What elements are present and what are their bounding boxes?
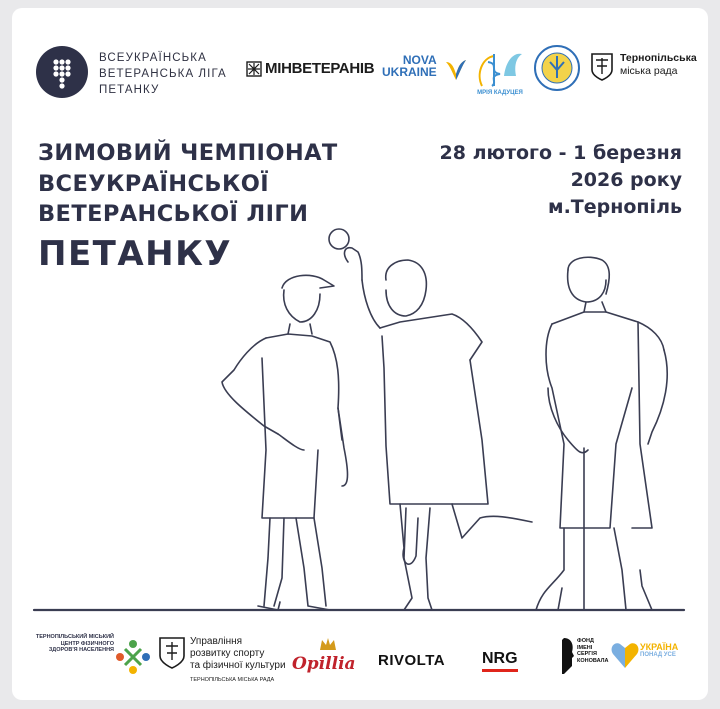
petanque-balls-icon bbox=[36, 46, 88, 98]
nrg-logo bbox=[482, 650, 518, 672]
veterans-seal-icon bbox=[533, 44, 581, 92]
sport-line-small: ТЕРНОПІЛЬСЬКА МІСЬКА РАДА bbox=[190, 677, 275, 683]
health-centre-logo-text: ТЕРНОПІЛЬСЬКИЙ МІСЬКИЙ ЦЕНТР ФІЗИЧНОГО ЗДОРОВ'Я НАСЕЛЕННЯ bbox=[35, 634, 114, 653]
city-coat-of-arms-icon bbox=[590, 52, 614, 82]
health-centre-icon bbox=[114, 638, 152, 676]
ukraine-line: УКРАЇНА bbox=[640, 642, 679, 652]
poster bbox=[12, 8, 708, 700]
city-council-line: міська рада bbox=[620, 65, 678, 77]
petanque-ball bbox=[329, 229, 349, 249]
ukraine-line-small: ПОНАД УСЕ bbox=[640, 652, 676, 658]
league-name-line: ПЕТАНКУ bbox=[99, 84, 160, 96]
player-throwing-figure bbox=[345, 248, 532, 610]
sponsors-row bbox=[12, 620, 708, 690]
title-line-petanque: ПЕТАНКУ bbox=[38, 233, 233, 274]
sport-department-emblem-icon bbox=[158, 636, 186, 670]
title-line: ЗИМОВИЙ ЧЕМПІОНАТ bbox=[38, 140, 338, 166]
ukraine-above-all-logo bbox=[640, 642, 678, 659]
nova-bird-icon bbox=[444, 56, 468, 82]
nova-ukraine-logo bbox=[382, 54, 437, 78]
konoval-foundation-logo: ФОНД ІМЕНІ СЕРГІЯ КОНОВАЛА bbox=[577, 638, 609, 664]
city-council-line: Тернопільська bbox=[620, 52, 697, 64]
sport-line: розвитку спорту bbox=[190, 648, 265, 659]
ternopil-city-council-logo bbox=[590, 52, 697, 82]
player-with-cap-figure bbox=[222, 275, 348, 610]
minvet-emblem-icon bbox=[246, 61, 262, 77]
date-range: 28 лютого - 1 березня bbox=[439, 142, 682, 164]
player-with-cane-figure bbox=[536, 257, 667, 610]
konoval-profile-icon bbox=[560, 636, 576, 676]
league-name-line: ВСЕУКРАЇНСЬКА bbox=[99, 52, 207, 64]
opillia-crown-icon bbox=[318, 636, 338, 652]
mriya-label: МРІЯ КАДУЦЕЯ bbox=[477, 90, 523, 96]
title-line: ВЕТЕРАНСЬКОЇ ЛІГИ bbox=[38, 201, 309, 227]
rivolta-logo: RIVOLTA bbox=[378, 652, 446, 669]
league-name-line: ВЕТЕРАНСЬКА ЛІГА bbox=[99, 68, 227, 80]
ukraine-heart-icon bbox=[610, 640, 640, 670]
nrg-label: NRG bbox=[482, 650, 518, 667]
nrg-underline bbox=[482, 669, 518, 672]
nova-ukraine-line: NOVA bbox=[402, 53, 437, 67]
mriya-kaduceya-logo bbox=[472, 46, 528, 98]
sport-line: та фізичної культури bbox=[190, 660, 286, 671]
title-line: ВСЕУКРАЇНСЬКОЇ bbox=[38, 170, 270, 197]
minveteraniv-logo bbox=[246, 60, 374, 77]
nova-ukraine-line: UKRAINE bbox=[382, 65, 437, 79]
league-name bbox=[99, 50, 239, 98]
date-year: 2026 року bbox=[570, 169, 682, 191]
minveteraniv-label: МІНВЕТЕРАНІВ bbox=[265, 60, 375, 77]
sport-line: Управління bbox=[190, 636, 243, 647]
veterans-line-art bbox=[12, 218, 708, 618]
opillia-logo: Opillia bbox=[292, 654, 356, 674]
event-city: м.Тернопіль bbox=[548, 196, 682, 218]
sport-department-logo bbox=[190, 636, 286, 686]
event-dates bbox=[440, 140, 682, 221]
